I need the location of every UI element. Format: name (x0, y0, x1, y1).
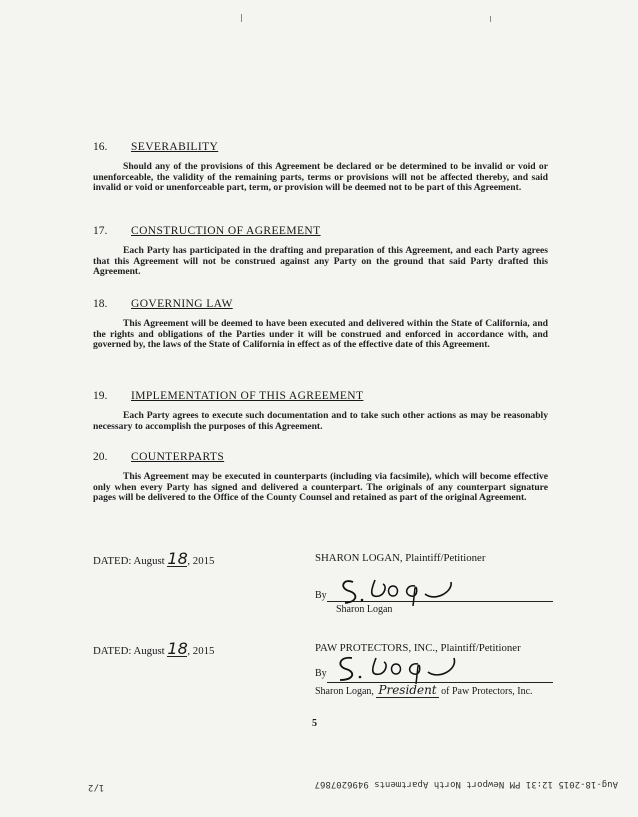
section-number: 18. (93, 298, 108, 310)
section-body (93, 411, 548, 432)
section-body (93, 162, 548, 194)
fax-transmission-header: Aug-18-2015 12:31 PM Newport North Apartments 9496207867 (314, 779, 618, 789)
section-number: 20. (93, 451, 108, 463)
section-heading (93, 224, 548, 238)
fax-page-count: 1/2 (88, 782, 105, 792)
section-text: Should any of the provisions of this Agreement be declared or be determined to be invalid or void or unenforceable, the validity of the remaining parts, terms or provisions will not be affected thereby, and said invalid or void or unenforceable part, term, or provision will be deemed not to be part of this Agreement. (93, 161, 548, 194)
signer-suffix-2: of Paw Protectors, Inc. (441, 686, 533, 697)
by-label-1: By (315, 590, 327, 601)
section-implementation (93, 389, 548, 432)
signer-line-2 (315, 683, 533, 697)
section-body (93, 319, 548, 351)
handwritten-day: 18 (167, 639, 188, 658)
section-text: This Agreement may be executed in counterparts (including via facsimile), which will become effective only when every Party has signed and delivered a counterpart. The originals of any counterpart signature pages will be delivered to the Office of the County Counsel and retained as part of the original Agreement. (93, 471, 548, 504)
section-governing-law (93, 297, 548, 351)
dated-year: , 2015 (187, 555, 215, 567)
section-number: 17. (93, 225, 108, 237)
section-body (93, 472, 548, 504)
section-title: COUNTERPARTS (131, 451, 225, 463)
section-number: 16. (93, 141, 108, 153)
signer-name-1: Sharon Logan (336, 604, 393, 615)
section-heading (93, 140, 548, 154)
section-construction (93, 224, 548, 278)
section-title: SEVERABILITY (131, 141, 219, 153)
section-heading (93, 389, 548, 403)
party-name-2: PAW PROTECTORS, INC., Plaintiff/Petitioner (315, 642, 521, 654)
handwritten-title: President (378, 683, 437, 697)
scan-speck (490, 16, 491, 22)
dated-label: DATED: August (93, 555, 165, 567)
section-title: GOVERNING LAW (131, 298, 233, 310)
section-body (93, 246, 548, 278)
signature-line-2 (327, 682, 553, 683)
dated-line-1 (93, 549, 215, 568)
dated-label: DATED: August (93, 645, 165, 657)
by-label-2: By (315, 668, 327, 679)
party-name-1: SHARON LOGAN, Plaintiff/Petitioner (315, 552, 486, 564)
page-number: 5 (312, 718, 317, 729)
section-text: Each Party agrees to execute such documentation and to take such other actions as may be reasonably necessary to accomplish the purposes of this Agreement. (93, 410, 548, 432)
dated-line-2 (93, 639, 215, 658)
section-heading (93, 297, 548, 311)
signer-name-2: Sharon Logan, (315, 686, 374, 697)
section-number: 19. (93, 390, 108, 402)
section-counterparts (93, 450, 548, 504)
section-severability (93, 140, 548, 194)
section-text: Each Party has participated in the drafting and preparation of this Agreement, and each Party agrees that this Agreement will not be construed against any Party on the ground that said Party drafted this Agreement. (93, 245, 548, 278)
scan-speck (241, 14, 242, 22)
section-title: CONSTRUCTION OF AGREEMENT (131, 225, 321, 237)
handwritten-day: 18 (167, 549, 188, 568)
section-title: IMPLEMENTATION OF THIS AGREEMENT (131, 390, 364, 402)
section-heading (93, 450, 548, 464)
dated-year: , 2015 (187, 645, 215, 657)
section-text: This Agreement will be deemed to have been executed and delivered within the State of California, and the rights and obligations of the Parties under it will be construed and enforced in accordance with, and governed by, the laws of the State of California in effect as of the effective date of this Agreement. (93, 318, 548, 351)
